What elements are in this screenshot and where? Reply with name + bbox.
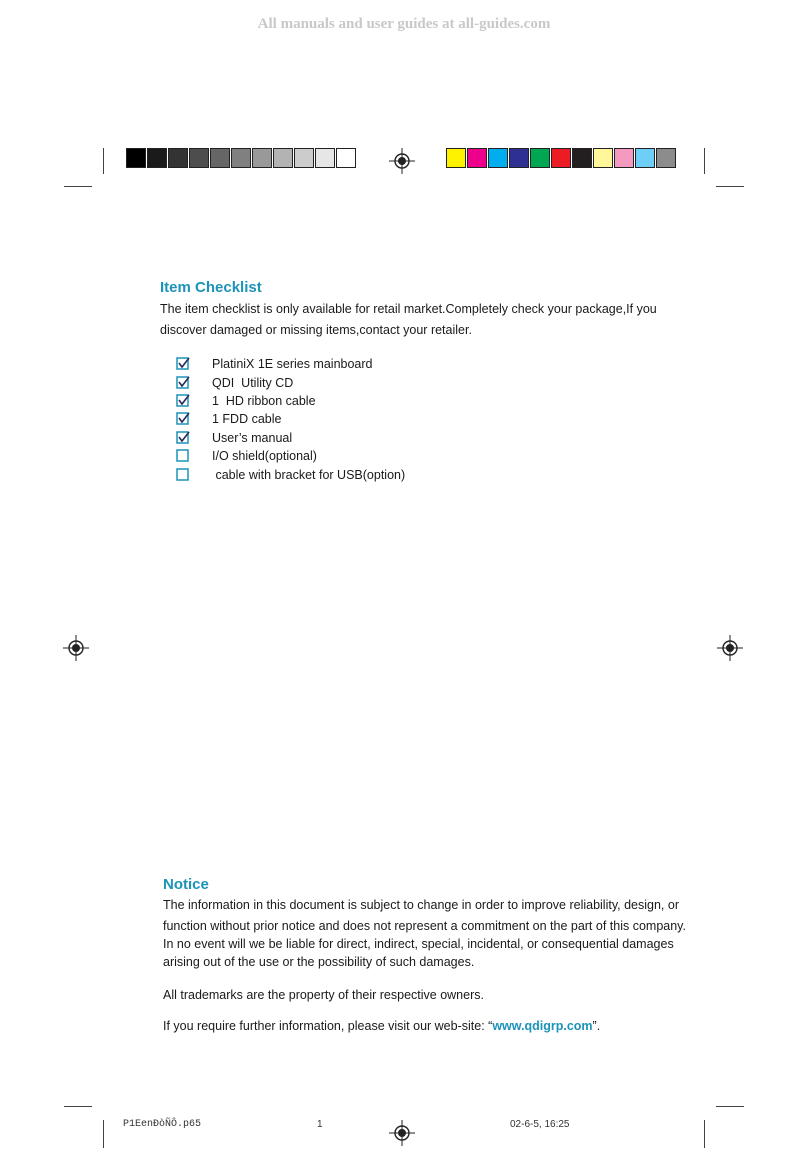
trademarks-text: All trademarks are the property of their respective owners. <box>163 988 484 1002</box>
item-checklist <box>176 355 405 484</box>
item-checklist-intro-line1: The item checklist is only available for retail market.Completely check your package,If you <box>160 302 657 316</box>
checklist-item-label: cable with bracket for USB(option) <box>212 467 406 482</box>
checklist-item <box>176 373 405 391</box>
color-swatch <box>168 148 188 168</box>
registration-mark-icon <box>389 148 415 174</box>
color-swatch <box>509 148 529 168</box>
item-checklist-intro-line2: discover damaged or missing items,contact your retailer. <box>160 323 472 337</box>
website-link[interactable]: www.qdigrp.com <box>492 1019 593 1033</box>
color-swatch <box>126 148 146 168</box>
color-swatch <box>551 148 571 168</box>
checklist-item-label: I/O shield(optional) <box>212 449 317 464</box>
checklist-item-label: QDI Utility CD <box>212 375 294 390</box>
registration-mark-icon <box>63 635 89 661</box>
color-calibration-bar <box>446 148 677 168</box>
color-swatch <box>593 148 613 168</box>
color-swatch <box>273 148 293 168</box>
website-suffix: ”. <box>592 1019 601 1033</box>
notice-title: Notice <box>163 876 209 893</box>
checked-checkbox-icon <box>176 412 190 426</box>
color-swatch <box>467 148 487 168</box>
registration-mark-icon <box>717 635 743 661</box>
checked-checkbox-icon <box>176 394 190 408</box>
color-swatch <box>252 148 272 168</box>
color-swatch <box>231 148 251 168</box>
notice-paragraph-line3: In no event will we be liable for direct, indirect, special, incidental, or consequential damages <box>163 937 674 951</box>
footer-page-number: 1 <box>317 1119 323 1130</box>
color-swatch <box>210 148 230 168</box>
color-swatch <box>189 148 209 168</box>
checklist-item-label: 1 HD ribbon cable <box>212 393 316 408</box>
color-swatch <box>446 148 466 168</box>
checked-checkbox-icon <box>176 376 190 390</box>
website-prefix: If you require further information, please visit our web-site: “ <box>163 1019 493 1033</box>
checklist-item <box>176 429 405 447</box>
checklist-item <box>176 355 405 373</box>
checklist-item-label: User’s manual <box>212 430 293 445</box>
checklist-item-label: 1 FDD cable <box>212 412 282 427</box>
color-swatch <box>635 148 655 168</box>
color-swatch <box>147 148 167 168</box>
color-swatch <box>315 148 335 168</box>
color-swatch <box>336 148 356 168</box>
color-swatch <box>614 148 634 168</box>
website-sentence <box>163 1016 600 1037</box>
color-swatch <box>572 148 592 168</box>
notice-paragraph-line4: arising out of the use or the possibility of such damages. <box>163 955 475 969</box>
color-swatch <box>488 148 508 168</box>
checklist-item <box>176 465 405 483</box>
footer-filename: P1EenÐòÑÔ.p65 <box>123 1119 202 1130</box>
color-swatch <box>294 148 314 168</box>
notice-paragraph-line1: The information in this document is subject to change in order to improve reliability, design, or <box>163 898 679 912</box>
checklist-item <box>176 392 405 410</box>
empty-checkbox-icon <box>176 449 190 463</box>
footer-timestamp: 02-6-5, 16:25 <box>510 1119 570 1130</box>
color-swatch <box>530 148 550 168</box>
checklist-item-label: PlatiniX 1E series mainboard <box>212 357 373 372</box>
checked-checkbox-icon <box>176 357 190 371</box>
color-swatch <box>656 148 676 168</box>
registration-mark-icon <box>389 1120 415 1146</box>
notice-paragraph-line2: function without prior notice and does not represent a commitment on the part of this company. <box>163 919 686 933</box>
checked-checkbox-icon <box>176 431 190 445</box>
checklist-item <box>176 410 405 428</box>
item-checklist-title: Item Checklist <box>160 279 262 296</box>
watermark: All manuals and user guides at all-guides.com <box>257 16 551 32</box>
checklist-item <box>176 447 405 465</box>
empty-checkbox-icon <box>176 468 190 482</box>
grayscale-calibration-bar <box>126 148 357 168</box>
